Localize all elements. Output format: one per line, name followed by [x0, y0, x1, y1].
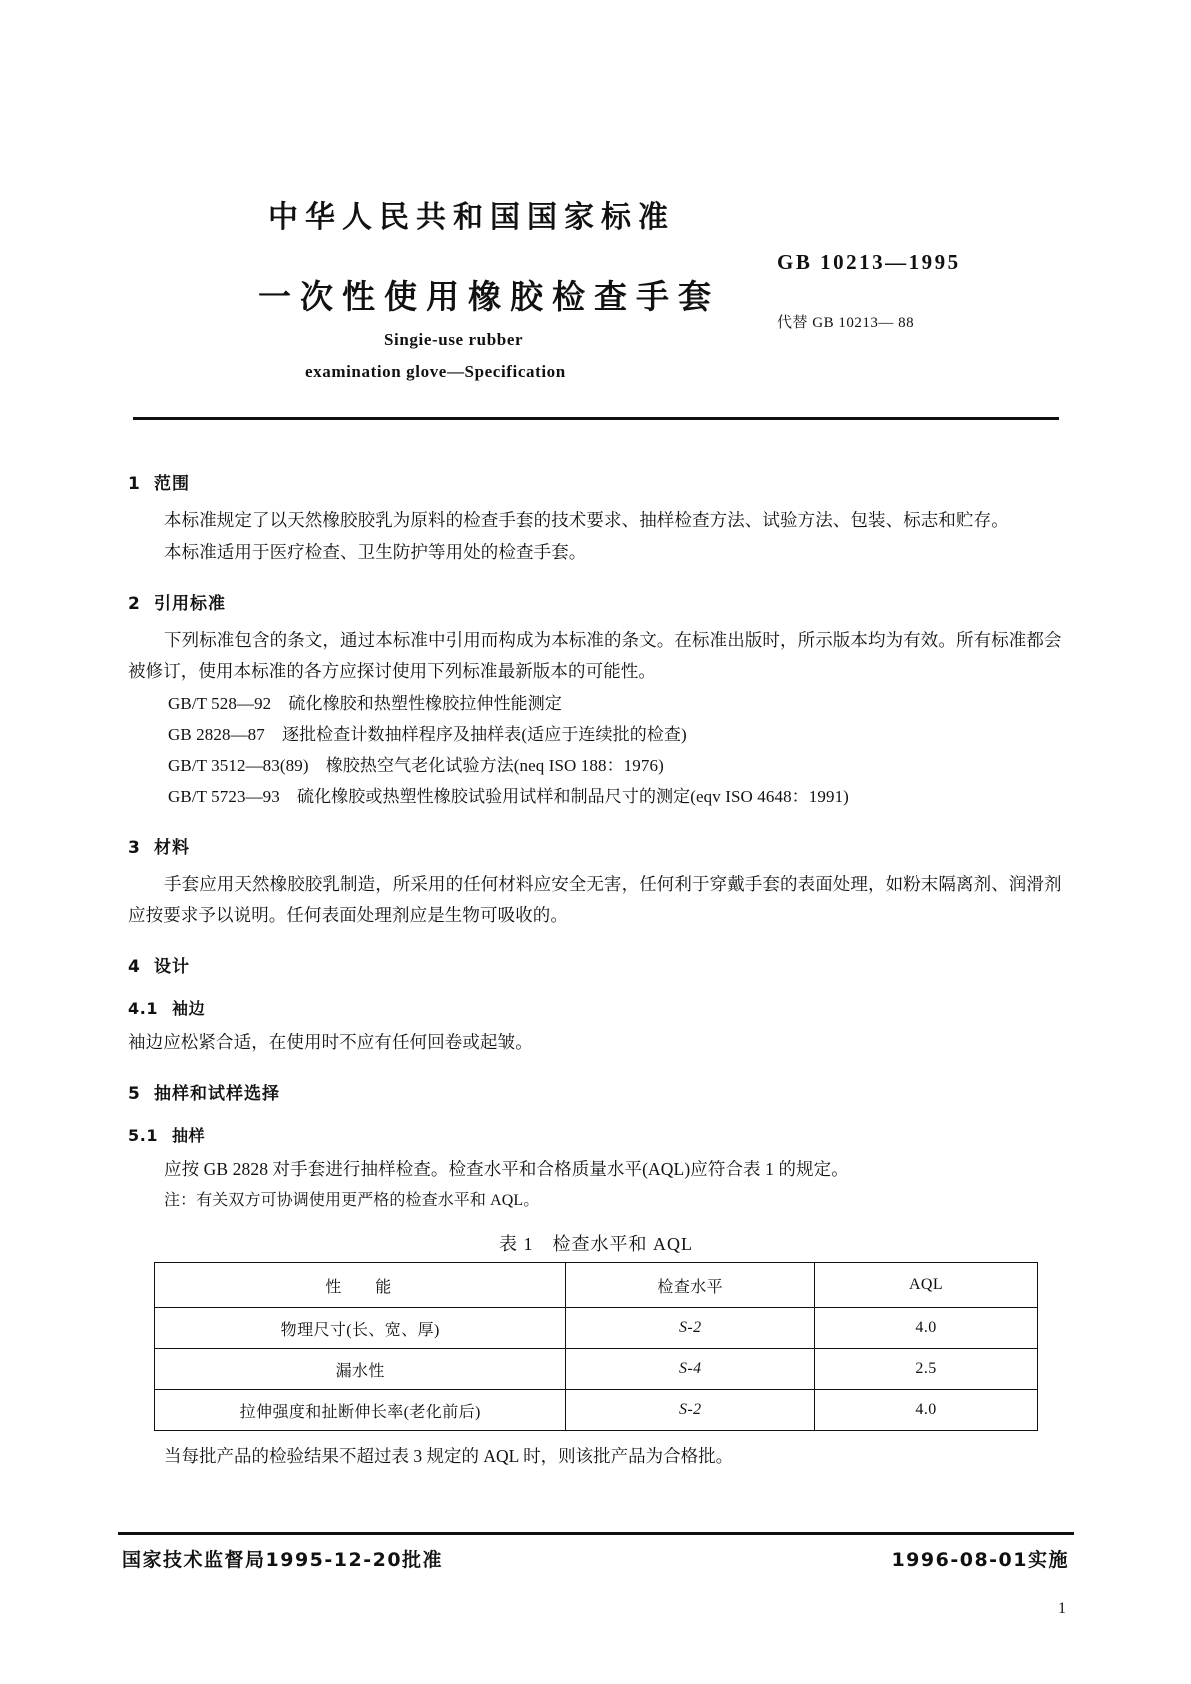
table-1-caption: 表 1 检查水平和 AQL [499, 1234, 693, 1254]
reference-standard-item: GB/T 5723—93 硫化橡胶或热塑性橡胶试验用试样和制品尺寸的测定(eqv ISO 4648：1991) [168, 787, 849, 806]
section-number-3: 3 [128, 838, 141, 858]
section-title-3: 材料 [154, 838, 190, 858]
section-4-1-paragraph-1: 袖边应松紧合适，在使用时不应有任何回卷或起皱。 [128, 1032, 533, 1052]
english-title-line-1: Singie-use rubber [384, 330, 524, 349]
section-heading-4 [128, 952, 1064, 977]
table-row [155, 1308, 1038, 1349]
reference-standard-item: GB/T 3512—83(89) 橡胶热空气老化试验方法(neq ISO 188：1976) [168, 756, 664, 775]
section-title-4: 设计 [154, 957, 190, 977]
section-title-2: 引用标准 [154, 594, 226, 614]
section-number-4-1: 4.1 [128, 999, 159, 1018]
section-5-1-paragraph-1: 应按 GB 2828 对手套进行抽样检查。检查水平和合格质量水平(AQL)应符合表 1 的规定。 [164, 1159, 849, 1179]
footer-implementation-text: 1996-08-01实施 [891, 1549, 1069, 1571]
section-5-1-note: 注：有关双方可协调使用更严格的检查水平和 AQL。 [164, 1192, 540, 1209]
column-header-aql: AQL [815, 1263, 1038, 1308]
section-heading-4-1 [128, 996, 1064, 1019]
section-1-paragraph-1: 本标准规定了以天然橡胶胶乳为原料的检查手套的技术要求、抽样检查方法、试验方法、包装、标志和贮存。 [164, 510, 1009, 530]
cell-inspection-level: S-2 [566, 1308, 815, 1349]
column-header-performance: 性能 [155, 1263, 566, 1308]
cell-inspection-level: S-2 [566, 1390, 815, 1431]
section-heading-5-1 [128, 1123, 1064, 1146]
cell-aql: 4.0 [815, 1390, 1038, 1431]
standard-number: GB 10213—1995 [777, 250, 961, 274]
section-5-after-table-paragraph: 当每批产品的检验结果不超过表 3 规定的 AQL 时，则该批产品为合格批。 [164, 1446, 734, 1466]
section-heading-2 [128, 589, 1064, 614]
section-number-5-1: 5.1 [128, 1126, 159, 1145]
column-header-inspection-level: 检查水平 [566, 1263, 815, 1308]
national-standard-title: 中华人民共和国国家标准 [268, 200, 675, 235]
section-number-1: 1 [128, 474, 141, 494]
cell-performance: 拉伸强度和扯断伸长率(老化前后) [155, 1390, 566, 1431]
footer-divider-rule [118, 1532, 1074, 1535]
section-3-paragraph-1: 手套应用天然橡胶胶乳制造，所采用的任何材料应安全无害，任何利于穿戴手套的表面处理，如粉末隔离剂、润滑剂应按要求予以说明。任何表面处理剂应是生物可吸收的。 [128, 874, 1062, 925]
section-title-1: 范围 [154, 474, 190, 494]
table-1-inspection-level-aql [154, 1262, 1038, 1431]
reference-standard-item: GB/T 528—92 硫化橡胶和热塑性橡胶拉伸性能测定 [168, 694, 562, 713]
standard-replaces: 代替 GB 10213— 88 [777, 315, 915, 331]
document-body [128, 448, 1064, 1472]
footer-approval-text: 国家技术监督局1995-12-20批准 [122, 1549, 444, 1571]
cell-performance: 物理尺寸(长、宽、厚) [155, 1308, 566, 1349]
section-number-2: 2 [128, 594, 141, 614]
page-number: 1 [1058, 1600, 1066, 1617]
section-heading-1 [128, 469, 1064, 494]
table-row [155, 1349, 1038, 1390]
section-title-5: 抽样和试样选择 [154, 1084, 280, 1104]
english-title-line-2: examination glove—Specification [305, 362, 566, 381]
table-row [155, 1390, 1038, 1431]
document-title: 一次性使用橡胶检查手套 [258, 277, 720, 316]
header-divider-rule [133, 417, 1059, 420]
section-2-paragraph-1: 下列标准包含的条文，通过本标准中引用而构成为本标准的条文。在标准出版时，所示版本均为有效。所有标准都会被修订，使用本标准的各方应探讨使用下列标准最新版本的可能性。 [128, 630, 1062, 681]
reference-standard-item: GB 2828—87 逐批检查计数抽样程序及抽样表(适应于连续批的检查) [168, 725, 687, 744]
section-heading-3 [128, 833, 1064, 858]
cell-performance: 漏水性 [155, 1349, 566, 1390]
section-1-paragraph-2: 本标准适用于医疗检查、卫生防护等用处的检查手套。 [164, 542, 587, 562]
masthead [0, 0, 1191, 415]
section-title-5-1: 抽样 [172, 1126, 206, 1145]
cell-aql: 2.5 [815, 1349, 1038, 1390]
section-number-5: 5 [128, 1084, 141, 1104]
section-heading-5 [128, 1079, 1064, 1104]
table-header-row [155, 1263, 1038, 1308]
section-number-4: 4 [128, 957, 141, 977]
section-title-4-1: 袖边 [172, 999, 206, 1018]
cell-inspection-level: S-4 [566, 1349, 815, 1390]
cell-aql: 4.0 [815, 1308, 1038, 1349]
